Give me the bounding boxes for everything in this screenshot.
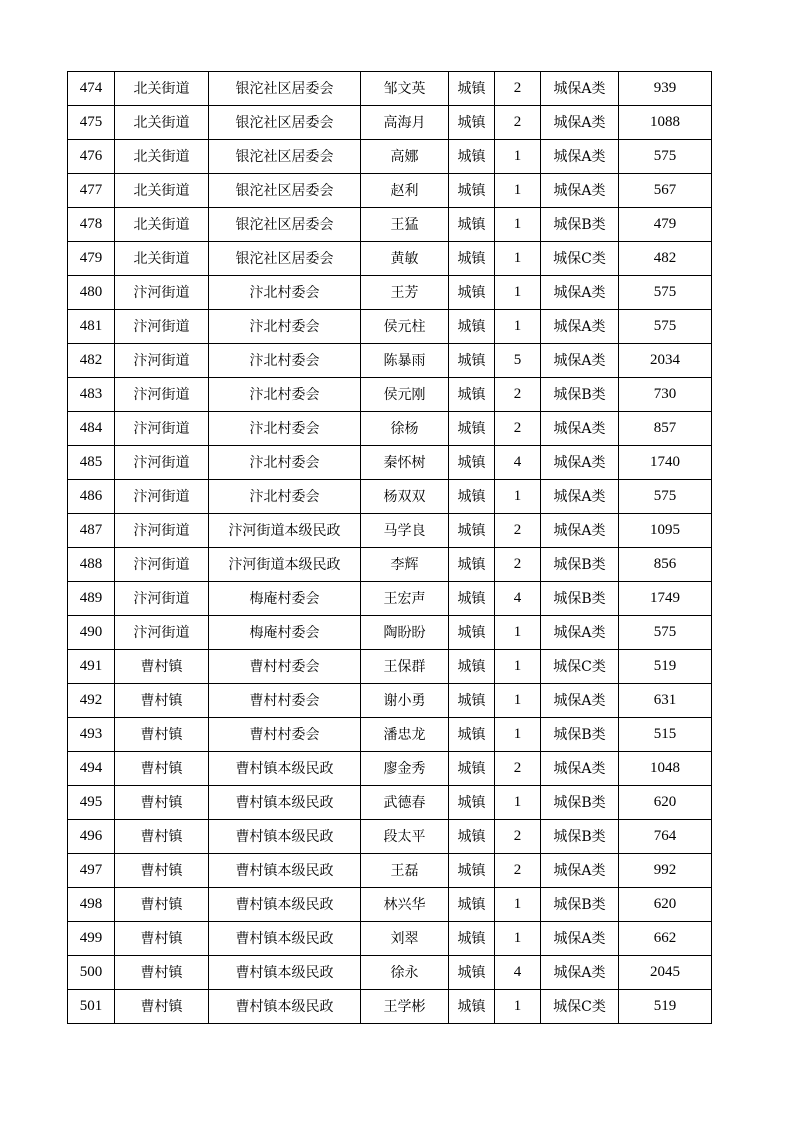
street-name-cell: 汴河街道 [115, 548, 209, 582]
street-name-cell: 曹村镇 [115, 854, 209, 888]
insurance-category-cell: 城保C类 [541, 242, 619, 276]
street-name-cell: 汴河街道 [115, 378, 209, 412]
street-name-cell: 曹村镇 [115, 718, 209, 752]
insurance-category-cell: 城保C类 [541, 990, 619, 1024]
row-number-cell: 493 [68, 718, 115, 752]
table-row [68, 378, 712, 412]
table-row [68, 650, 712, 684]
insurance-category-cell: 城保A类 [541, 854, 619, 888]
committee-name-cell: 汴北村委会 [209, 276, 361, 310]
person-name-cell: 徐杨 [361, 412, 449, 446]
residence-type-cell: 城镇 [449, 140, 495, 174]
household-size-cell: 1 [495, 650, 541, 684]
insurance-category-cell: 城保B类 [541, 548, 619, 582]
committee-name-cell: 汴北村委会 [209, 344, 361, 378]
amount-cell: 857 [619, 412, 712, 446]
insurance-category-cell: 城保B类 [541, 820, 619, 854]
table-row [68, 140, 712, 174]
table-row [68, 208, 712, 242]
person-name-cell: 赵利 [361, 174, 449, 208]
insurance-category-cell: 城保B类 [541, 208, 619, 242]
street-name-cell: 曹村镇 [115, 820, 209, 854]
committee-name-cell: 汴北村委会 [209, 446, 361, 480]
row-number-cell: 483 [68, 378, 115, 412]
household-size-cell: 2 [495, 854, 541, 888]
insurance-category-cell: 城保B类 [541, 718, 619, 752]
row-number-cell: 487 [68, 514, 115, 548]
amount-cell: 620 [619, 888, 712, 922]
street-name-cell: 曹村镇 [115, 786, 209, 820]
household-size-cell: 2 [495, 106, 541, 140]
amount-cell: 1740 [619, 446, 712, 480]
person-name-cell: 邹文英 [361, 72, 449, 106]
person-name-cell: 陶盼盼 [361, 616, 449, 650]
table-row [68, 174, 712, 208]
residence-type-cell: 城镇 [449, 990, 495, 1024]
person-name-cell: 马学良 [361, 514, 449, 548]
household-size-cell: 2 [495, 378, 541, 412]
amount-cell: 575 [619, 276, 712, 310]
committee-name-cell: 银沱社区居委会 [209, 140, 361, 174]
committee-name-cell: 汴北村委会 [209, 412, 361, 446]
amount-cell: 482 [619, 242, 712, 276]
amount-cell: 631 [619, 684, 712, 718]
street-name-cell: 汴河街道 [115, 446, 209, 480]
person-name-cell: 段太平 [361, 820, 449, 854]
table-row [68, 786, 712, 820]
street-name-cell: 汴河街道 [115, 276, 209, 310]
street-name-cell: 曹村镇 [115, 684, 209, 718]
residence-type-cell: 城镇 [449, 310, 495, 344]
insurance-category-cell: 城保A类 [541, 514, 619, 548]
committee-name-cell: 曹村镇本级民政 [209, 888, 361, 922]
table-row [68, 242, 712, 276]
street-name-cell: 汴河街道 [115, 514, 209, 548]
table-row [68, 888, 712, 922]
person-name-cell: 李辉 [361, 548, 449, 582]
residence-type-cell: 城镇 [449, 276, 495, 310]
amount-cell: 1749 [619, 582, 712, 616]
insurance-category-cell: 城保A类 [541, 140, 619, 174]
table-row [68, 446, 712, 480]
row-number-cell: 498 [68, 888, 115, 922]
person-name-cell: 潘忠龙 [361, 718, 449, 752]
street-name-cell: 曹村镇 [115, 752, 209, 786]
person-name-cell: 王磊 [361, 854, 449, 888]
person-name-cell: 廖金秀 [361, 752, 449, 786]
person-name-cell: 黄敏 [361, 242, 449, 276]
household-size-cell: 1 [495, 276, 541, 310]
person-name-cell: 王保群 [361, 650, 449, 684]
committee-name-cell: 曹村村委会 [209, 650, 361, 684]
street-name-cell: 曹村镇 [115, 922, 209, 956]
person-name-cell: 谢小勇 [361, 684, 449, 718]
residence-type-cell: 城镇 [449, 752, 495, 786]
household-size-cell: 2 [495, 548, 541, 582]
row-number-cell: 500 [68, 956, 115, 990]
household-size-cell: 1 [495, 140, 541, 174]
household-size-cell: 1 [495, 174, 541, 208]
row-number-cell: 490 [68, 616, 115, 650]
row-number-cell: 485 [68, 446, 115, 480]
insurance-category-cell: 城保B类 [541, 786, 619, 820]
person-name-cell: 王芳 [361, 276, 449, 310]
person-name-cell: 王学彬 [361, 990, 449, 1024]
amount-cell: 519 [619, 650, 712, 684]
street-name-cell: 曹村镇 [115, 650, 209, 684]
amount-cell: 730 [619, 378, 712, 412]
street-name-cell: 北关街道 [115, 140, 209, 174]
street-name-cell: 汴河街道 [115, 412, 209, 446]
committee-name-cell: 曹村镇本级民政 [209, 854, 361, 888]
household-size-cell: 1 [495, 718, 541, 752]
table-row [68, 718, 712, 752]
row-number-cell: 481 [68, 310, 115, 344]
household-size-cell: 4 [495, 446, 541, 480]
insurance-category-cell: 城保A类 [541, 174, 619, 208]
household-size-cell: 1 [495, 684, 541, 718]
insurance-category-cell: 城保A类 [541, 956, 619, 990]
amount-cell: 1088 [619, 106, 712, 140]
row-number-cell: 474 [68, 72, 115, 106]
amount-cell: 575 [619, 310, 712, 344]
person-name-cell: 林兴华 [361, 888, 449, 922]
street-name-cell: 北关街道 [115, 242, 209, 276]
household-size-cell: 1 [495, 310, 541, 344]
person-name-cell: 王猛 [361, 208, 449, 242]
household-size-cell: 2 [495, 752, 541, 786]
table-row [68, 106, 712, 140]
residence-type-cell: 城镇 [449, 854, 495, 888]
row-number-cell: 501 [68, 990, 115, 1024]
household-size-cell: 1 [495, 990, 541, 1024]
committee-name-cell: 汴河街道本级民政 [209, 548, 361, 582]
amount-cell: 764 [619, 820, 712, 854]
amount-cell: 2045 [619, 956, 712, 990]
amount-cell: 515 [619, 718, 712, 752]
committee-name-cell: 银沱社区居委会 [209, 72, 361, 106]
street-name-cell: 汴河街道 [115, 480, 209, 514]
committee-name-cell: 银沱社区居委会 [209, 242, 361, 276]
row-number-cell: 482 [68, 344, 115, 378]
household-size-cell: 5 [495, 344, 541, 378]
person-name-cell: 高娜 [361, 140, 449, 174]
amount-cell: 939 [619, 72, 712, 106]
insurance-category-cell: 城保A类 [541, 412, 619, 446]
insurance-category-cell: 城保B类 [541, 582, 619, 616]
amount-cell: 992 [619, 854, 712, 888]
household-size-cell: 4 [495, 956, 541, 990]
amount-cell: 2034 [619, 344, 712, 378]
residence-type-cell: 城镇 [449, 582, 495, 616]
committee-name-cell: 汴北村委会 [209, 310, 361, 344]
household-size-cell: 1 [495, 208, 541, 242]
household-size-cell: 1 [495, 922, 541, 956]
street-name-cell: 北关街道 [115, 208, 209, 242]
street-name-cell: 北关街道 [115, 72, 209, 106]
person-name-cell: 武德春 [361, 786, 449, 820]
residence-type-cell: 城镇 [449, 514, 495, 548]
table-row [68, 276, 712, 310]
residence-type-cell: 城镇 [449, 242, 495, 276]
residence-type-cell: 城镇 [449, 208, 495, 242]
row-number-cell: 480 [68, 276, 115, 310]
household-size-cell: 1 [495, 616, 541, 650]
insurance-category-cell: 城保A类 [541, 684, 619, 718]
person-name-cell: 刘翠 [361, 922, 449, 956]
row-number-cell: 494 [68, 752, 115, 786]
table-row [68, 72, 712, 106]
residence-type-cell: 城镇 [449, 820, 495, 854]
table-row [68, 684, 712, 718]
table-row [68, 480, 712, 514]
person-name-cell: 侯元刚 [361, 378, 449, 412]
committee-name-cell: 汴北村委会 [209, 378, 361, 412]
insurance-category-cell: 城保A类 [541, 922, 619, 956]
residence-type-cell: 城镇 [449, 616, 495, 650]
household-size-cell: 1 [495, 786, 541, 820]
table-row [68, 854, 712, 888]
residence-type-cell: 城镇 [449, 174, 495, 208]
amount-cell: 479 [619, 208, 712, 242]
household-size-cell: 1 [495, 242, 541, 276]
residence-type-cell: 城镇 [449, 378, 495, 412]
row-number-cell: 491 [68, 650, 115, 684]
residence-type-cell: 城镇 [449, 650, 495, 684]
row-number-cell: 495 [68, 786, 115, 820]
amount-cell: 856 [619, 548, 712, 582]
amount-cell: 1095 [619, 514, 712, 548]
residence-type-cell: 城镇 [449, 922, 495, 956]
amount-cell: 662 [619, 922, 712, 956]
amount-cell: 575 [619, 140, 712, 174]
household-size-cell: 1 [495, 480, 541, 514]
committee-name-cell: 梅庵村委会 [209, 616, 361, 650]
roster-table [67, 71, 712, 1024]
street-name-cell: 曹村镇 [115, 956, 209, 990]
household-size-cell: 2 [495, 820, 541, 854]
residence-type-cell: 城镇 [449, 684, 495, 718]
amount-cell: 575 [619, 480, 712, 514]
insurance-category-cell: 城保A类 [541, 344, 619, 378]
row-number-cell: 484 [68, 412, 115, 446]
residence-type-cell: 城镇 [449, 344, 495, 378]
table-row [68, 548, 712, 582]
insurance-category-cell: 城保B类 [541, 888, 619, 922]
table-row [68, 514, 712, 548]
committee-name-cell: 银沱社区居委会 [209, 208, 361, 242]
insurance-category-cell: 城保A类 [541, 106, 619, 140]
row-number-cell: 488 [68, 548, 115, 582]
amount-cell: 575 [619, 616, 712, 650]
street-name-cell: 曹村镇 [115, 888, 209, 922]
committee-name-cell: 梅庵村委会 [209, 582, 361, 616]
table-row [68, 344, 712, 378]
person-name-cell: 高海月 [361, 106, 449, 140]
household-size-cell: 2 [495, 412, 541, 446]
residence-type-cell: 城镇 [449, 548, 495, 582]
insurance-category-cell: 城保A类 [541, 616, 619, 650]
street-name-cell: 汴河街道 [115, 616, 209, 650]
residence-type-cell: 城镇 [449, 888, 495, 922]
committee-name-cell: 银沱社区居委会 [209, 106, 361, 140]
committee-name-cell: 曹村镇本级民政 [209, 786, 361, 820]
amount-cell: 620 [619, 786, 712, 820]
row-number-cell: 478 [68, 208, 115, 242]
street-name-cell: 北关街道 [115, 174, 209, 208]
committee-name-cell: 汴北村委会 [209, 480, 361, 514]
committee-name-cell: 曹村村委会 [209, 684, 361, 718]
insurance-category-cell: 城保B类 [541, 378, 619, 412]
insurance-category-cell: 城保A类 [541, 752, 619, 786]
table-row [68, 582, 712, 616]
committee-name-cell: 曹村镇本级民政 [209, 820, 361, 854]
household-size-cell: 4 [495, 582, 541, 616]
row-number-cell: 479 [68, 242, 115, 276]
committee-name-cell: 曹村镇本级民政 [209, 922, 361, 956]
person-name-cell: 秦怀树 [361, 446, 449, 480]
street-name-cell: 曹村镇 [115, 990, 209, 1024]
street-name-cell: 汴河街道 [115, 344, 209, 378]
row-number-cell: 476 [68, 140, 115, 174]
committee-name-cell: 银沱社区居委会 [209, 174, 361, 208]
roster-body [68, 72, 712, 1024]
household-size-cell: 2 [495, 514, 541, 548]
residence-type-cell: 城镇 [449, 412, 495, 446]
residence-type-cell: 城镇 [449, 480, 495, 514]
insurance-category-cell: 城保A类 [541, 72, 619, 106]
row-number-cell: 492 [68, 684, 115, 718]
committee-name-cell: 汴河街道本级民政 [209, 514, 361, 548]
row-number-cell: 489 [68, 582, 115, 616]
residence-type-cell: 城镇 [449, 718, 495, 752]
household-size-cell: 2 [495, 72, 541, 106]
table-row [68, 412, 712, 446]
row-number-cell: 499 [68, 922, 115, 956]
residence-type-cell: 城镇 [449, 956, 495, 990]
household-size-cell: 1 [495, 888, 541, 922]
insurance-category-cell: 城保C类 [541, 650, 619, 684]
person-name-cell: 杨双双 [361, 480, 449, 514]
person-name-cell: 王宏声 [361, 582, 449, 616]
committee-name-cell: 曹村镇本级民政 [209, 990, 361, 1024]
row-number-cell: 477 [68, 174, 115, 208]
committee-name-cell: 曹村村委会 [209, 718, 361, 752]
row-number-cell: 496 [68, 820, 115, 854]
insurance-category-cell: 城保A类 [541, 446, 619, 480]
amount-cell: 567 [619, 174, 712, 208]
insurance-category-cell: 城保A类 [541, 310, 619, 344]
insurance-category-cell: 城保A类 [541, 276, 619, 310]
table-row [68, 922, 712, 956]
amount-cell: 519 [619, 990, 712, 1024]
row-number-cell: 475 [68, 106, 115, 140]
table-row [68, 820, 712, 854]
residence-type-cell: 城镇 [449, 106, 495, 140]
table-row [68, 956, 712, 990]
street-name-cell: 北关街道 [115, 106, 209, 140]
committee-name-cell: 曹村镇本级民政 [209, 956, 361, 990]
row-number-cell: 486 [68, 480, 115, 514]
table-row [68, 310, 712, 344]
street-name-cell: 汴河街道 [115, 310, 209, 344]
row-number-cell: 497 [68, 854, 115, 888]
residence-type-cell: 城镇 [449, 446, 495, 480]
residence-type-cell: 城镇 [449, 72, 495, 106]
street-name-cell: 汴河街道 [115, 582, 209, 616]
amount-cell: 1048 [619, 752, 712, 786]
committee-name-cell: 曹村镇本级民政 [209, 752, 361, 786]
table-row [68, 616, 712, 650]
person-name-cell: 陈暴雨 [361, 344, 449, 378]
person-name-cell: 徐永 [361, 956, 449, 990]
insurance-category-cell: 城保A类 [541, 480, 619, 514]
table-row [68, 752, 712, 786]
table-row [68, 990, 712, 1024]
person-name-cell: 侯元柱 [361, 310, 449, 344]
residence-type-cell: 城镇 [449, 786, 495, 820]
